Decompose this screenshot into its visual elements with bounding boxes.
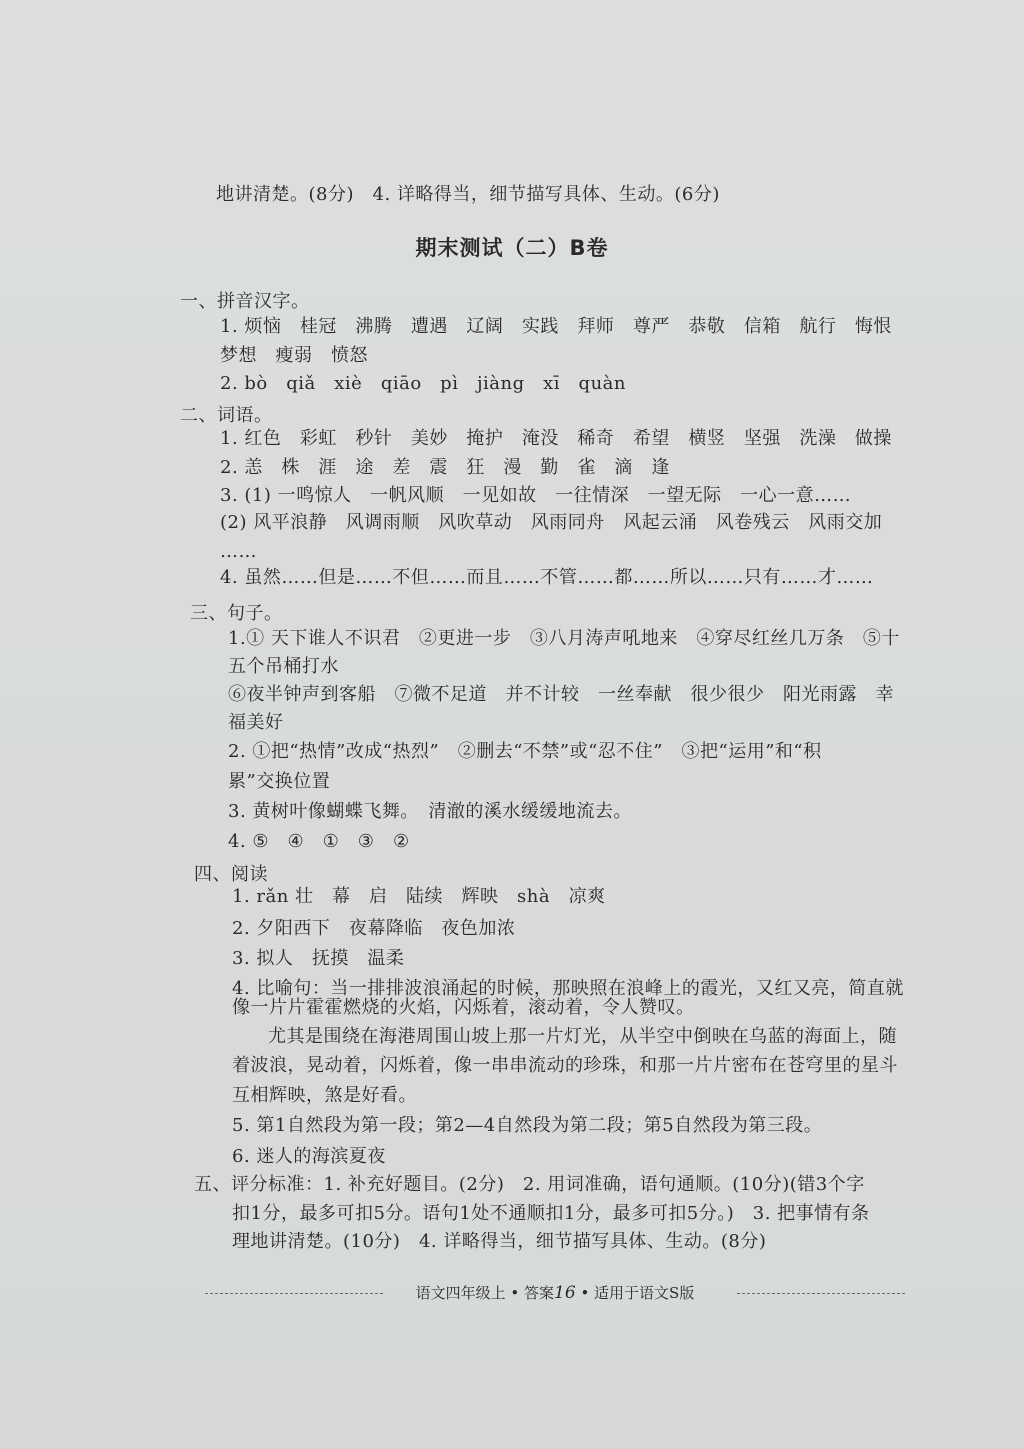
answer-line: 3. (1) 一鸣惊人 一帆风顺 一见如故 一往情深 一望无际 一心一意…… bbox=[220, 485, 852, 506]
footer-page-number: 16 bbox=[554, 1283, 576, 1303]
answer-line: 着波浪，晃动着，闪烁着，像一串串流动的珍珠，和那一片片密布在苍穹里的星斗 bbox=[232, 1055, 898, 1076]
answer-line: ⑥夜半钟声到客船 ⑦微不足道 并不计较 一丝奉献 很少很少 阳光雨露 幸 bbox=[228, 684, 894, 705]
answer-line: 1.① 天下谁人不识君 ②更进一步 ③八月涛声吼地来 ④穿尽红丝几万条 ⑤十 bbox=[228, 628, 900, 649]
answer-line: 尤其是围绕在海港周围山坡上那一片灯光，从半空中倒映在乌蓝的海面上，随 bbox=[268, 1026, 897, 1047]
footer-text bbox=[205, 1282, 905, 1304]
heading-pinyin: 一、拼音汉字。 bbox=[180, 291, 310, 312]
answer-line: 像一片片霍霍燃烧的火焰，闪烁着，滚动着，令人赞叹。 bbox=[232, 997, 695, 1018]
answer-line: 扣1分，最多可扣5分。语句1处不通顺扣1分，最多可扣5分。) 3. 把事情有条 bbox=[232, 1203, 870, 1224]
heading-reading: 四、阅读 bbox=[194, 864, 268, 885]
answer-line: 4. ⑤ ④ ① ③ ② bbox=[228, 831, 410, 852]
section-title: 期末测试（二）B卷 bbox=[415, 236, 609, 260]
answer-line: 1. rǎn 壮 幕 启 陆续 辉映 shà 凉爽 bbox=[232, 886, 606, 907]
heading-scoring: 五、评分标准：1. 补充好题目。(2分) 2. 用词准确，语句通顺。(10分)(错3个字 bbox=[194, 1174, 865, 1195]
heading-sentences: 三、句子。 bbox=[190, 603, 283, 624]
answer-line: 理地讲清楚。(10分) 4. 详略得当，细节描写具体、生动。(8分) bbox=[232, 1231, 767, 1252]
page-footer bbox=[205, 1282, 905, 1304]
answer-line: 累”交换位置 bbox=[228, 771, 331, 792]
answer-line: 4. 虽然……但是……不但……而且……不管……都……所以……只有……才…… bbox=[220, 567, 874, 588]
answer-line: 福美好 bbox=[228, 712, 284, 733]
answer-line: 5. 第1自然段为第一段；第2—4自然段为第二段；第5自然段为第三段。 bbox=[232, 1115, 823, 1136]
answer-line: (2) 风平浪静 风调雨顺 风吹草动 风雨同舟 风起云涌 风卷残云 风雨交加 bbox=[220, 512, 883, 533]
heading-words: 二、词语。 bbox=[180, 405, 273, 426]
answer-line: …… bbox=[220, 541, 257, 562]
answer-line: 2. 恙 株 涯 途 差 震 狂 漫 勤 雀 滴 逢 bbox=[220, 457, 670, 478]
footer-edition: • 适用于语文S版 bbox=[575, 1284, 695, 1302]
answer-line: 五个吊桶打水 bbox=[228, 656, 339, 677]
answer-line: 2. 夕阳西下 夜幕降临 夜色加浓 bbox=[232, 918, 516, 939]
answer-line: 1. 红色 彩虹 秒针 美妙 掩护 淹没 稀奇 希望 横竖 坚强 洗澡 做操 bbox=[220, 428, 892, 449]
top-line-text: 地讲清楚。(8分) 4. 详略得当，细节描写具体、生动。(6分) bbox=[216, 184, 720, 205]
answer-line: 4. 比喻句：当一排排波浪涌起的时候，那映照在浪峰上的霞光，又红又亮，简直就 bbox=[232, 978, 904, 999]
answer-line: 2. ①把“热情”改成“热烈” ②删去“不禁”或“忍不住” ③把“运用”和“积 bbox=[228, 741, 822, 762]
answer-line: 互相辉映，煞是好看。 bbox=[232, 1085, 417, 1106]
answer-line: 2. bò qiǎ xiè qiāo pì jiàng xī quàn bbox=[220, 373, 626, 394]
footer-subject: 语文四年级上 • 答案 bbox=[415, 1284, 555, 1302]
answer-line: 1. 烦恼 桂冠 沸腾 遭遇 辽阔 实践 拜师 尊严 恭敬 信箱 航行 悔恨 bbox=[220, 316, 892, 337]
answer-line: 3. 黄树叶像蝴蝶飞舞。 清澈的溪水缓缓地流去。 bbox=[228, 801, 632, 822]
answer-line: 3. 拟人 抚摸 温柔 bbox=[232, 948, 405, 969]
answer-line: 6. 迷人的海滨夏夜 bbox=[232, 1146, 386, 1167]
answer-line: 梦想 瘦弱 愤怒 bbox=[220, 345, 368, 366]
